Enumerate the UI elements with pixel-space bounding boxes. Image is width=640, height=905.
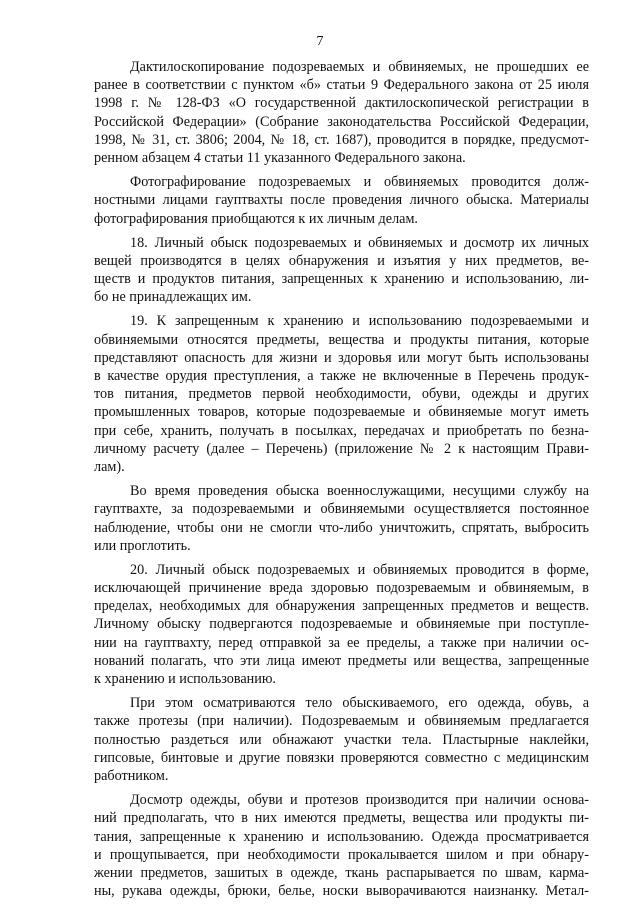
paragraph-line: ранее в соответствии с пунктом «б» статьи 9 Федерального закона от 25 июля xyxy=(94,77,589,94)
paragraph-line: к хранению и использованию. xyxy=(94,671,276,687)
paragraph-line: ществ и продуктов питания, запрещенных к хранению и использованию, ли- xyxy=(94,271,589,288)
paragraph-line: нований полагать, что эти лица имеют предметы или вещества, запрещенные xyxy=(94,652,589,669)
paragraph-line: 1998 г. № 128-ФЗ «О государственной дактилоскопической регистрации в xyxy=(94,95,589,112)
paragraph-line: исключающей причинение вреда здоровью подозреваемым и обвиняемым, в xyxy=(94,580,589,597)
paragraph-line: тания, запрещенные к хранению и использованию. Одежда просматривается xyxy=(94,828,589,845)
paragraph-line: Российской Федерации» (Собрание законодательства Российской Федерации, xyxy=(94,113,589,130)
paragraph-line: Фотографирование подозреваемых и обвиняемых проводится долж- xyxy=(130,174,589,191)
paragraph-line: при себе, хранить, получать в посылках, передачах и приобретать по безна- xyxy=(94,422,589,439)
paragraph-line: ний предполагать, что в них имеются предметы, вещества или продукты пи- xyxy=(94,810,589,827)
paragraph xyxy=(94,561,589,688)
paragraph-line: гипсовые, бинтовые и другие повязки проверяются совместно с медицинским xyxy=(94,749,589,766)
paragraph-line: в качестве орудия преступления, а также не включенные в Перечень продук- xyxy=(94,368,589,384)
paragraph-line: 18. Личный обыск подозреваемых и обвиняемых и досмотр их личных xyxy=(130,234,589,251)
paragraph-line: ностными лицами гауптвахты после проведения личного обыска. Материалы xyxy=(94,192,589,209)
paragraph-line: наблюдение, чтобы они не смогли что-либо уничтожить, спрятать, выбросить xyxy=(94,519,589,536)
paragraph-line: обвиняемыми относятся предметы, вещества и продукты питания, которые xyxy=(94,331,589,348)
paragraph-line: также протезы (при наличии). Подозреваемым и обвиняемым предлагается xyxy=(94,713,589,730)
paragraph-line: вещей производятся в целях обнаружения и изъятия у них предметов, ве- xyxy=(94,252,589,269)
paragraph-line: 19. К запрещенным к хранению и использованию подозреваемыми и xyxy=(130,313,589,330)
page-number: 7 xyxy=(316,34,324,49)
paragraph xyxy=(94,173,589,228)
paragraph-line: Дактилоскопирование подозреваемых и обвиняемых, не прошедших ее xyxy=(130,59,589,75)
paragraph-line: жении предметов, зашитых в одежде, ткань распарывается по швам, карма- xyxy=(94,864,589,881)
paragraph xyxy=(94,482,589,555)
paragraph-line: представляют опасность для жизни и здоровья или могут быть использованы xyxy=(94,349,589,366)
paragraph-line: работником. xyxy=(94,767,169,784)
paragraph-line: ренном абзацем 4 статьи 11 указанного Федерального закона. xyxy=(94,149,466,166)
paragraph-line: Досмотр одежды, обуви и протезов производится при наличии основа- xyxy=(130,792,589,809)
paragraph-line: Личному обыску подвергаются подозреваемые и обвиняемые при поступле- xyxy=(94,616,589,633)
paragraph-line: полностью раздеться или обнажают участки тела. Пластырные наклейки, xyxy=(94,731,589,748)
paragraph-line: гауптвахте, за подозреваемыми и обвиняемыми осуществляется постоянное xyxy=(94,501,589,518)
paragraph-line: тов питания, предметов первой необходимости, обуви, одежды и других xyxy=(94,386,589,403)
paragraph-line: 20. Личный обыск подозреваемых и обвиняемых проводится в форме, xyxy=(130,561,589,578)
paragraph xyxy=(94,234,589,307)
paragraph-line: лам). xyxy=(94,458,125,475)
paragraph-line: или проглотить. xyxy=(94,537,191,554)
paragraph-line: личному расчету (далее – Перечень) (приложение № 2 к настоящим Прави- xyxy=(94,440,589,457)
paragraph-line: нии на гауптвахту, перед отправкой за ее пределы, а также при наличии ос- xyxy=(94,634,589,651)
paragraph-line: фотографирования приобщаются к их личным делам. xyxy=(94,210,418,227)
paragraph-line: бо не принадлежащих им. xyxy=(94,289,252,306)
paragraph-line: промышленных товаров, которые подозреваемые и обвиняемые могут иметь xyxy=(94,404,589,421)
paragraph-line: 1998, № 31, ст. 3806; 2004, № 18, ст. 1687), проводится в порядке, предусмот- xyxy=(94,131,589,148)
paragraph-line: Во время проведения обыска военнослужащими, несущими службу на xyxy=(130,483,589,500)
paragraph xyxy=(94,312,589,476)
document-body xyxy=(94,58,589,905)
paragraph-line: ны, рукава одежды, брюки, белье, носки выворачиваются наизнанку. Метал- xyxy=(94,883,589,900)
paragraph-line: пределах, необходимых для обнаружения запрещенных предметов и веществ. xyxy=(94,598,589,615)
paragraph xyxy=(94,694,589,785)
paragraph xyxy=(94,58,589,167)
paragraph-line: и прощупывается, при необходимости прокалывается шилом и при обнару- xyxy=(94,846,589,863)
paragraph xyxy=(94,791,589,900)
paragraph-line: При этом осматриваются тело обыскиваемого, его одежда, обувь, а xyxy=(130,695,589,712)
